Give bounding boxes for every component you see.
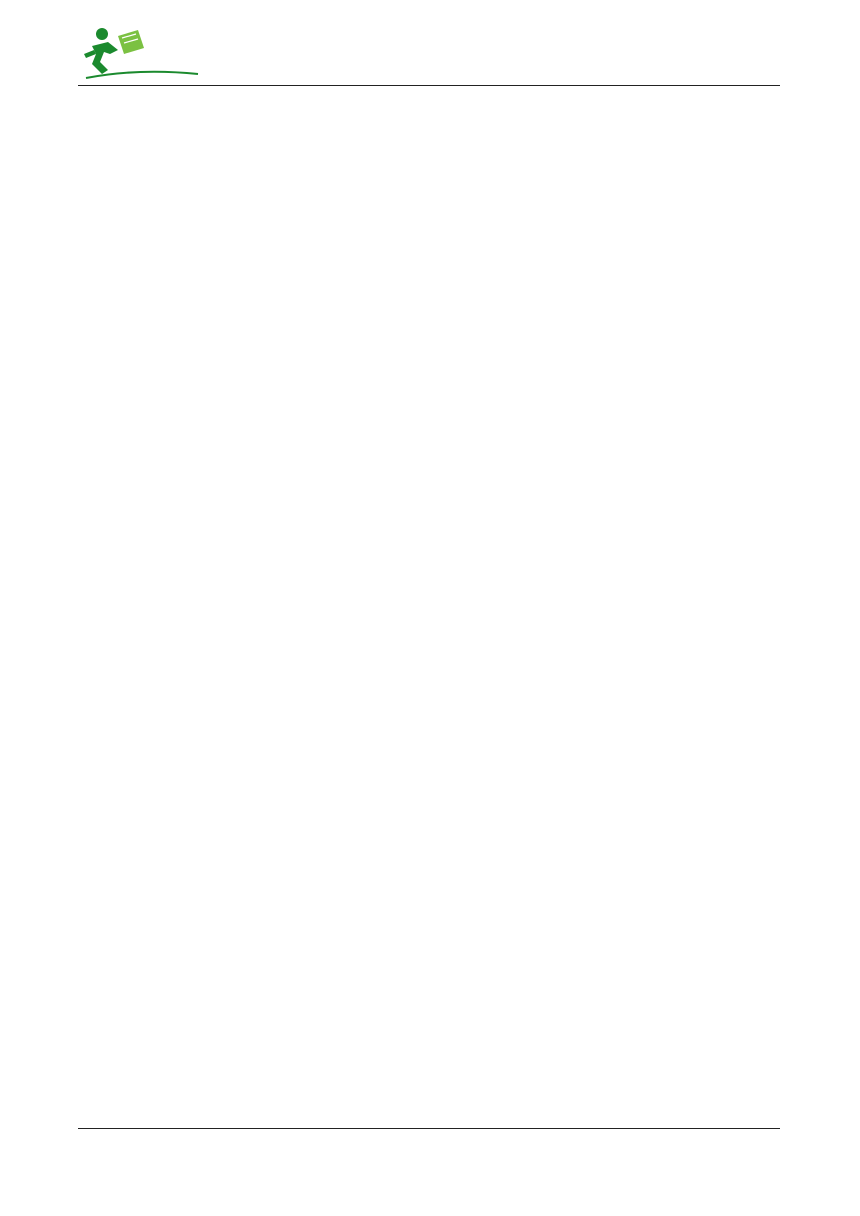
page-header <box>78 24 780 86</box>
header-divider <box>78 85 780 86</box>
watermark <box>195 430 715 850</box>
footer-divider <box>78 1128 780 1129</box>
site-logo <box>78 24 288 80</box>
